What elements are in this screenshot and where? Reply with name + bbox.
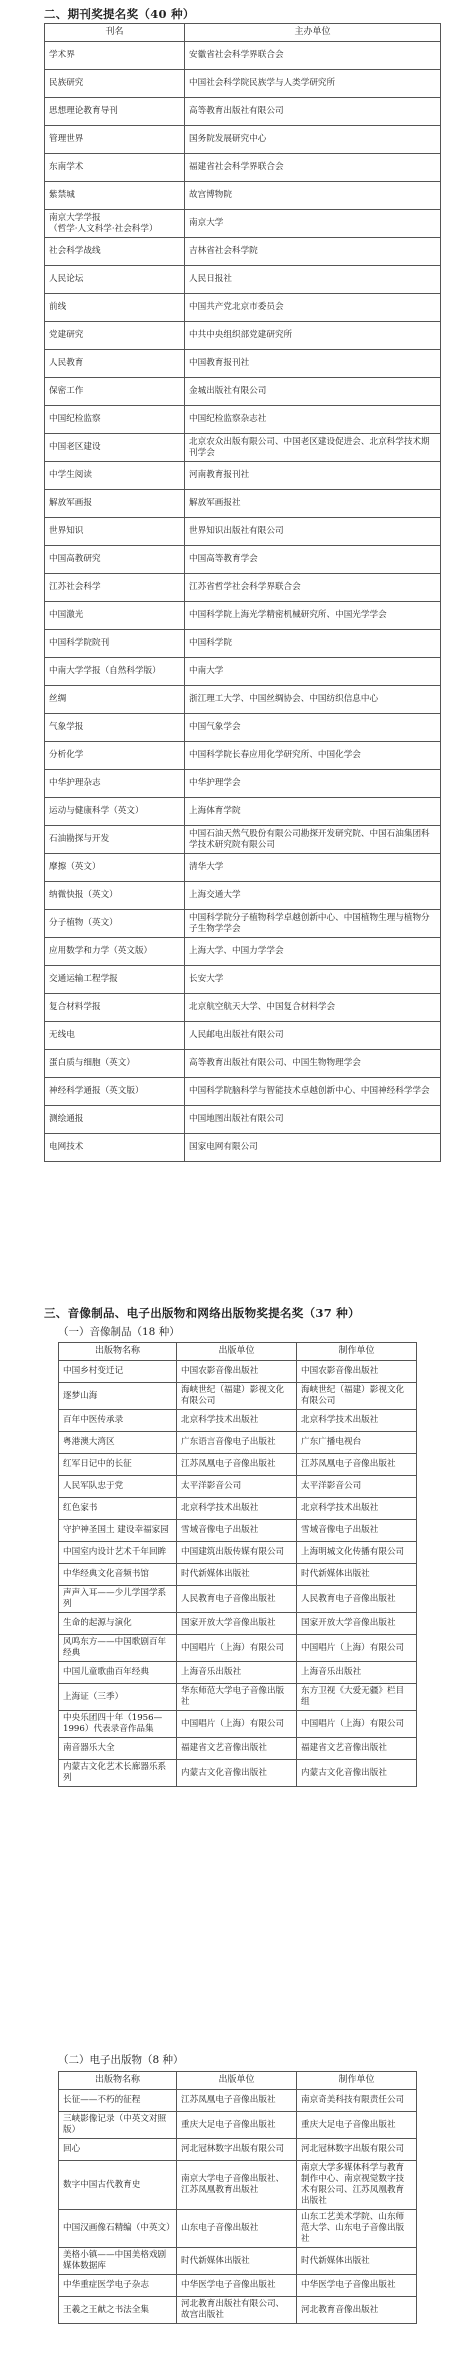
table-cell: 内蒙古文化音像出版社 [177, 1760, 297, 1787]
table-cell: 解放军画报社 [185, 490, 441, 518]
table-row [45, 938, 441, 966]
table-cell: 江苏凤凰电子音像出版社 [177, 1454, 297, 1476]
table-cell: 北京科学技术出版社 [177, 1498, 297, 1520]
table-row [59, 2090, 417, 2112]
ebook-heading: （二）电子出版物（8 种） [58, 2054, 184, 2066]
table-row [59, 1711, 417, 1738]
table-cell: 人民教育电子音像出版社 [177, 1586, 297, 1613]
table-row [45, 378, 441, 406]
table-row [45, 602, 441, 630]
table-cell: 南京大学学报 （哲学·人文科学·社会科学） [45, 210, 185, 238]
table-row [45, 210, 441, 238]
table-cell: 分析化学 [45, 742, 185, 770]
table-row [45, 994, 441, 1022]
table-row [45, 182, 441, 210]
table-cell: 国家开放大学音像出版社 [297, 1613, 417, 1635]
table-row [45, 1106, 441, 1134]
table-cell: 社会科学战线 [45, 238, 185, 266]
table-cell: 三峡影像记录（中英文对照版） [59, 2112, 177, 2139]
table-cell: 东方卫视《大爱无疆》栏目组 [297, 1684, 417, 1711]
av-products-table [58, 1342, 417, 1787]
table-cell: 故宫博物院 [185, 182, 441, 210]
table-row [45, 714, 441, 742]
table-cell: 北京科学技术出版社 [297, 1410, 417, 1432]
column-header-publication-name: 出版物名称 [59, 2072, 177, 2090]
table-row [45, 910, 441, 938]
table-cell: 摩擦（英文） [45, 854, 185, 882]
table-header-row [59, 1343, 417, 1361]
table-cell: 前线 [45, 294, 185, 322]
table-cell: 江苏凤凰电子音像出版社 [177, 2090, 297, 2112]
table-cell: 思想理论教育导刊 [45, 98, 185, 126]
table-cell: 上海大学、中国力学学会 [185, 938, 441, 966]
table-cell: 测绘通报 [45, 1106, 185, 1134]
table-cell: 南京大学电子音像出版社、江苏凤凰教育出版社 [177, 2161, 297, 2210]
table-cell: 粤港澳大湾区 [59, 1432, 177, 1454]
table-cell: 时代新媒体出版社 [297, 1564, 417, 1586]
table-cell: 高等教育出版社有限公司、中国生物物理学会 [185, 1050, 441, 1078]
table-cell: 人民邮电出版社有限公司 [185, 1022, 441, 1050]
table-cell: 江苏凤凰电子音像出版社 [297, 1454, 417, 1476]
table-row [45, 1022, 441, 1050]
table-cell: 中华经典文化音频书馆 [59, 1564, 177, 1586]
table-row [45, 1078, 441, 1106]
table-cell: 学术界 [45, 42, 185, 70]
table-cell: 风鸣东方——中国歌剧百年经典 [59, 1635, 177, 1662]
table-cell: 人民教育电子音像出版社 [297, 1586, 417, 1613]
table-cell: 中国唱片（上海）有限公司 [297, 1635, 417, 1662]
table-cell: 中南大学 [185, 658, 441, 686]
table-cell: 山东工艺美术学院、山东师范大学、山东电子音像出版社 [297, 2210, 417, 2248]
table-cell: 雪域音像电子出版社 [297, 1520, 417, 1542]
table-row [45, 434, 441, 462]
table-cell: 生命的起源与演化 [59, 1613, 177, 1635]
table-cell: 太平洋影音公司 [177, 1476, 297, 1498]
table-cell: 逐梦山海 [59, 1383, 177, 1410]
table-row [45, 854, 441, 882]
table-cell: 上海交通大学 [185, 882, 441, 910]
table-cell: 中国唱片（上海）有限公司 [177, 1635, 297, 1662]
table-cell: 应用数学和力学（英文版） [45, 938, 185, 966]
electronic-publications-table [58, 2071, 417, 2324]
table-cell: 中国石油天然气股份有限公司勘探开发研究院、中国石油集团科学技术研究院有限公司 [185, 826, 441, 854]
table-cell: 中国唱片（上海）有限公司 [297, 1711, 417, 1738]
table-cell: 中国地图出版社有限公司 [185, 1106, 441, 1134]
table-cell: 国家电网有限公司 [185, 1134, 441, 1162]
table-cell: 中学生阅读 [45, 462, 185, 490]
table-cell: 广东广播电视台 [297, 1432, 417, 1454]
table-cell: 高等教育出版社有限公司 [185, 98, 441, 126]
table-row [59, 1454, 417, 1476]
table-cell: 长安大学 [185, 966, 441, 994]
table-cell: 中国汉画像石精编（中英文） [59, 2210, 177, 2248]
table-cell: 无线电 [45, 1022, 185, 1050]
table-row [59, 1383, 417, 1410]
table-cell: 河北冠林数字出版有限公司 [297, 2139, 417, 2161]
table-row [45, 70, 441, 98]
table-cell: 中国儿童歌曲百年经典 [59, 1662, 177, 1684]
table-cell: 北京航空航天大学、中国复合材料学会 [185, 994, 441, 1022]
table-cell: 海峡世纪（福建）影视文化有限公司 [177, 1383, 297, 1410]
table-cell: 人民教育 [45, 350, 185, 378]
table-cell: 中华重症医学电子杂志 [59, 2275, 177, 2297]
table-cell: 江苏省哲学社会科学界联合会 [185, 574, 441, 602]
table-row [45, 1134, 441, 1162]
table-cell: 南京大学多媒体科学与教育制作中心、南京视觉数字技术有限公司、江苏凤凰教育出版社 [297, 2161, 417, 2210]
table-cell: 福建省文艺音像出版社 [177, 1738, 297, 1760]
table-header-row [59, 2072, 417, 2090]
table-cell: 中国农影音像出版社 [177, 1361, 297, 1383]
table-cell: 中国唱片（上海）有限公司 [177, 1711, 297, 1738]
table-cell: 中华医学电子音像出版社 [177, 2275, 297, 2297]
table-cell: 海峡世纪（福建）影视文化有限公司 [297, 1383, 417, 1410]
table-cell: 纳微快报（英文） [45, 882, 185, 910]
table-row [45, 882, 441, 910]
table-cell: 分子植物（英文） [45, 910, 185, 938]
table-cell: 人民军队忠于党 [59, 1476, 177, 1498]
table-row [45, 742, 441, 770]
table-row [45, 406, 441, 434]
table-cell: 回心 [59, 2139, 177, 2161]
table-cell: 内蒙古文化艺术长廊器乐系列 [59, 1760, 177, 1787]
table-cell: 重庆大足电子音像出版社 [177, 2112, 297, 2139]
table-row [59, 2297, 417, 2324]
table-row [59, 1662, 417, 1684]
table-cell: 上海音乐出版社 [297, 1662, 417, 1684]
table-cell: 中国激光 [45, 602, 185, 630]
table-cell: 人民论坛 [45, 266, 185, 294]
table-cell: 数字中国古代教育史 [59, 2161, 177, 2210]
table-cell: 中国科学院上海光学精密机械研究所、中国光学学会 [185, 602, 441, 630]
table-cell: 福建省社会科学界联合会 [185, 154, 441, 182]
table-cell: 上海证（三季） [59, 1684, 177, 1711]
table-cell: 守护神圣国土 建设幸福家园 [59, 1520, 177, 1542]
av-products-table-body [59, 1361, 417, 1787]
table-cell: 中国科学院长春应用化学研究所、中国化学会 [185, 742, 441, 770]
table-row [59, 1738, 417, 1760]
table-row [45, 238, 441, 266]
table-cell: 内蒙古文化音像出版社 [297, 1760, 417, 1787]
journal-award-table-body [45, 42, 441, 1162]
table-cell: 北京科学技术出版社 [297, 1498, 417, 1520]
table-row [59, 1410, 417, 1432]
table-cell: 党建研究 [45, 322, 185, 350]
table-cell: 吉林省社会科学院 [185, 238, 441, 266]
table-row [45, 1050, 441, 1078]
table-row [59, 1432, 417, 1454]
table-cell: 华东师范大学电子音像出版社 [177, 1684, 297, 1711]
journal-award-table [44, 23, 441, 1162]
table-cell: 中国科学院 [185, 630, 441, 658]
table-row [59, 1635, 417, 1662]
table-cell: 南音器乐大全 [59, 1738, 177, 1760]
table-cell: 红色家书 [59, 1498, 177, 1520]
table-cell: 江苏社会科学 [45, 574, 185, 602]
table-row [59, 1684, 417, 1711]
table-cell: 百年中医传承录 [59, 1410, 177, 1432]
table-row [59, 2161, 417, 2210]
table-cell: 中国气象学会 [185, 714, 441, 742]
table-cell: 河北冠林数字出版有限公司 [177, 2139, 297, 2161]
table-cell: 中国室内设计艺术千年回眸 [59, 1542, 177, 1564]
column-header-producer: 制作单位 [297, 2072, 417, 2090]
table-cell: 世界知识 [45, 518, 185, 546]
section-3-heading: 三、音像制品、电子出版物和网络出版物奖提名奖（37 种） [44, 1306, 360, 1320]
table-cell: 电网技术 [45, 1134, 185, 1162]
table-row [45, 126, 441, 154]
table-cell: 时代新媒体出版社 [177, 2248, 297, 2275]
table-cell: 中南大学学报（自然科学版） [45, 658, 185, 686]
table-cell: 保密工作 [45, 378, 185, 406]
table-cell: 时代新媒体出版社 [177, 1564, 297, 1586]
table-row [59, 2112, 417, 2139]
table-row [45, 294, 441, 322]
table-cell: 中华护理学会 [185, 770, 441, 798]
table-cell: 重庆大足电子音像出版社 [297, 2112, 417, 2139]
table-cell: 上海体育学院 [185, 798, 441, 826]
table-row [59, 2248, 417, 2275]
table-cell: 中华医学电子音像出版社 [297, 2275, 417, 2297]
column-header-sponsor: 主办单位 [185, 24, 441, 42]
table-row [59, 2139, 417, 2161]
table-cell: 浙江理工大学、中国丝绸协会、中国纺织信息中心 [185, 686, 441, 714]
table-cell: 中国共产党北京市委员会 [185, 294, 441, 322]
column-header-publisher: 出版单位 [177, 2072, 297, 2090]
table-cell: 福建省文艺音像出版社 [297, 1738, 417, 1760]
table-cell: 中国高等教育学会 [185, 546, 441, 574]
table-row [45, 658, 441, 686]
table-cell: 国务院发展研究中心 [185, 126, 441, 154]
table-cell: 红军日记中的长征 [59, 1454, 177, 1476]
table-row [45, 490, 441, 518]
table-cell: 南京奇美科技有限责任公司 [297, 2090, 417, 2112]
table-cell: 中国科学院院刊 [45, 630, 185, 658]
table-cell: 上海明城文化传播有限公司 [297, 1542, 417, 1564]
column-header-producer: 制作单位 [297, 1343, 417, 1361]
table-cell: 解放军画报 [45, 490, 185, 518]
table-cell: 长征——不朽的征程 [59, 2090, 177, 2112]
table-cell: 中国老区建设 [45, 434, 185, 462]
table-row [45, 350, 441, 378]
table-cell: 清华大学 [185, 854, 441, 882]
table-cell: 世界知识出版社有限公司 [185, 518, 441, 546]
table-cell: 中华护理杂志 [45, 770, 185, 798]
table-row [59, 1760, 417, 1787]
table-cell: 河北教育出版社有限公司、故宫出版社 [177, 2297, 297, 2324]
table-cell: 山东电子音像出版社 [177, 2210, 297, 2248]
table-row [45, 966, 441, 994]
section-2-heading: 二、期刊奖提名奖（40 种） [44, 7, 195, 21]
table-row [59, 1498, 417, 1520]
table-cell: 安徽省社会科学界联合会 [185, 42, 441, 70]
table-row [45, 770, 441, 798]
table-cell: 神经科学通报（英文版） [45, 1078, 185, 1106]
table-cell: 中国建筑出版传媒有限公司 [177, 1542, 297, 1564]
table-cell: 管理世界 [45, 126, 185, 154]
table-row [59, 1613, 417, 1635]
column-header-journal-name: 刊名 [45, 24, 185, 42]
table-cell: 复合材料学报 [45, 994, 185, 1022]
table-cell: 广东语言音像电子出版社 [177, 1432, 297, 1454]
table-row [59, 1586, 417, 1613]
table-cell: 人民日报社 [185, 266, 441, 294]
table-cell: 中国教育报刊社 [185, 350, 441, 378]
table-row [45, 630, 441, 658]
table-row [59, 1564, 417, 1586]
table-cell: 王羲之王献之书法全集 [59, 2297, 177, 2324]
table-row [45, 462, 441, 490]
table-row [45, 322, 441, 350]
table-cell: 中国高教研究 [45, 546, 185, 574]
table-cell: 气象学报 [45, 714, 185, 742]
table-cell: 金城出版社有限公司 [185, 378, 441, 406]
table-row [45, 42, 441, 70]
table-cell: 中国社会科学院民族学与人类学研究所 [185, 70, 441, 98]
table-row [45, 266, 441, 294]
table-cell: 蛋白质与细胞（英文） [45, 1050, 185, 1078]
column-header-publication-name: 出版物名称 [59, 1343, 177, 1361]
table-row [59, 1520, 417, 1542]
table-row [45, 518, 441, 546]
table-header-row [45, 24, 441, 42]
table-cell: 北京农众出版有限公司、中国老区建设促进会、北京科学技术期刊学会 [185, 434, 441, 462]
av-products-heading: （一）音像制品（18 种） [58, 1326, 180, 1338]
table-cell: 中国乡村变迁记 [59, 1361, 177, 1383]
table-cell: 民族研究 [45, 70, 185, 98]
table-row [59, 1476, 417, 1498]
electronic-publications-table-body [59, 2090, 417, 2324]
table-row [45, 154, 441, 182]
table-cell: 中国农影音像出版社 [297, 1361, 417, 1383]
table-row [45, 98, 441, 126]
table-cell: 中国纪检监察 [45, 406, 185, 434]
table-cell: 河北教育音像出版社 [297, 2297, 417, 2324]
table-cell: 中共中央组织部党建研究所 [185, 322, 441, 350]
table-cell: 中国科学院脑科学与智能技术卓越创新中心、中国神经科学学会 [185, 1078, 441, 1106]
table-row [59, 2210, 417, 2248]
table-cell: 北京科学技术出版社 [177, 1410, 297, 1432]
table-cell: 运动与健康科学（英文） [45, 798, 185, 826]
table-row [59, 1361, 417, 1383]
table-row [45, 826, 441, 854]
table-cell: 声声入耳——少儿学国学系列 [59, 1586, 177, 1613]
table-cell: 东南学术 [45, 154, 185, 182]
table-cell: 中国科学院分子植物科学卓越创新中心、中国植物生理与植物分子生物学学会 [185, 910, 441, 938]
table-cell: 丝绸 [45, 686, 185, 714]
table-cell: 中国纪检监察杂志社 [185, 406, 441, 434]
table-cell: 紫禁城 [45, 182, 185, 210]
table-cell: 时代新媒体出版社 [297, 2248, 417, 2275]
column-header-publisher: 出版单位 [177, 1343, 297, 1361]
table-row [59, 2275, 417, 2297]
table-row [45, 686, 441, 714]
table-cell: 雪域音像电子出版社 [177, 1520, 297, 1542]
table-cell: 太平洋影音公司 [297, 1476, 417, 1498]
table-row [45, 798, 441, 826]
table-cell: 石油勘探与开发 [45, 826, 185, 854]
table-cell: 上海音乐出版社 [177, 1662, 297, 1684]
table-cell: 美格小镇——中国美格戏剧媒体数据库 [59, 2248, 177, 2275]
table-cell: 国家开放大学音像出版社 [177, 1613, 297, 1635]
table-cell: 南京大学 [185, 210, 441, 238]
table-cell: 中央乐团四十年（1956—1996）代表录音作品集 [59, 1711, 177, 1738]
table-row [45, 546, 441, 574]
table-cell: 交通运输工程学报 [45, 966, 185, 994]
table-row [59, 1542, 417, 1564]
table-row [45, 574, 441, 602]
table-cell: 河南教育报刊社 [185, 462, 441, 490]
